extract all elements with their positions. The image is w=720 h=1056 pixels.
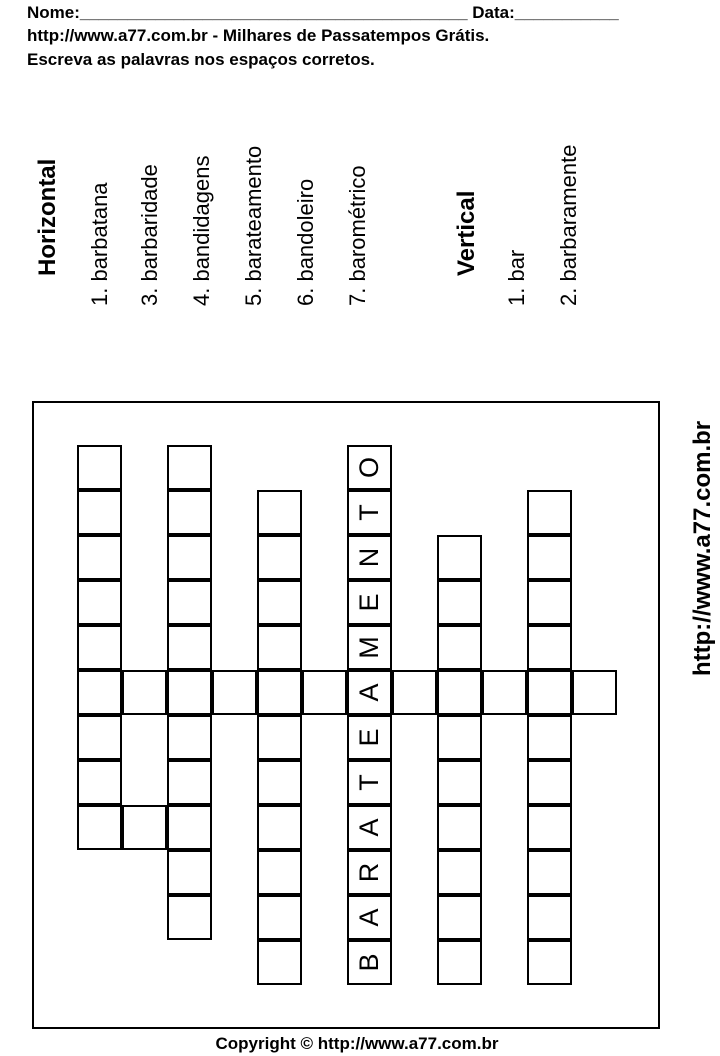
grid-cell[interactable] bbox=[257, 760, 302, 805]
grid-cell[interactable] bbox=[527, 625, 572, 670]
grid-cell[interactable] bbox=[257, 850, 302, 895]
grid-cell[interactable] bbox=[77, 625, 122, 670]
grid-cell[interactable] bbox=[527, 490, 572, 535]
grid-cell[interactable] bbox=[257, 490, 302, 535]
grid-cell[interactable] bbox=[437, 805, 482, 850]
grid-letter: A bbox=[354, 818, 384, 837]
grid-cell[interactable] bbox=[347, 535, 392, 580]
grid-cell[interactable] bbox=[527, 715, 572, 760]
watermark-url: http://www.a77.com.br bbox=[689, 420, 716, 676]
grid-cell[interactable] bbox=[77, 760, 122, 805]
grid-cell[interactable] bbox=[122, 805, 167, 850]
grid-cell[interactable] bbox=[167, 445, 212, 490]
vertical-heading: Vertical bbox=[453, 190, 480, 276]
clue-v2: 2. barbaramente bbox=[556, 144, 581, 306]
grid-cell[interactable] bbox=[77, 535, 122, 580]
grid-cell[interactable] bbox=[392, 670, 437, 715]
grid-cell[interactable] bbox=[437, 940, 482, 985]
grid-cell[interactable] bbox=[257, 535, 302, 580]
grid-cell[interactable] bbox=[167, 490, 212, 535]
grid-cell[interactable] bbox=[347, 625, 392, 670]
grid-cell[interactable] bbox=[212, 670, 257, 715]
grid-cell[interactable] bbox=[527, 760, 572, 805]
grid-cell[interactable] bbox=[347, 490, 392, 535]
grid-cell[interactable] bbox=[167, 535, 212, 580]
grid-cell[interactable] bbox=[257, 805, 302, 850]
grid-cell[interactable] bbox=[347, 850, 392, 895]
grid-cell[interactable] bbox=[122, 670, 167, 715]
grid-cell[interactable] bbox=[437, 715, 482, 760]
grid-letter: A bbox=[354, 683, 384, 702]
grid-cell[interactable] bbox=[167, 715, 212, 760]
grid-cell[interactable] bbox=[347, 445, 392, 490]
grid-letter: T bbox=[354, 504, 384, 521]
grid-letter: M bbox=[354, 636, 384, 659]
grid-cell[interactable] bbox=[527, 805, 572, 850]
name-date-line: Nome:_________________________________________ Data:___________ bbox=[27, 3, 619, 22]
grid-cell[interactable] bbox=[527, 895, 572, 940]
clue-h1: 1. barbatana bbox=[87, 182, 112, 306]
grid-cell[interactable] bbox=[167, 580, 212, 625]
grid-cell[interactable] bbox=[77, 670, 122, 715]
grid-cell[interactable] bbox=[167, 895, 212, 940]
grid-cell[interactable] bbox=[77, 445, 122, 490]
grid-cell[interactable] bbox=[347, 580, 392, 625]
grid-letter: E bbox=[354, 593, 384, 612]
grid-cell[interactable] bbox=[347, 895, 392, 940]
instructions: Escreva as palavras nos espaços corretos. bbox=[27, 50, 375, 69]
grid-letter: T bbox=[354, 774, 384, 791]
grid-cell[interactable] bbox=[77, 580, 122, 625]
grid-cell[interactable] bbox=[527, 850, 572, 895]
grid-cell[interactable] bbox=[167, 760, 212, 805]
grid-cell[interactable] bbox=[257, 940, 302, 985]
horizontal-heading: Horizontal bbox=[34, 158, 61, 276]
clue-h3: 3. barbaridade bbox=[137, 164, 162, 306]
grid-cell[interactable] bbox=[347, 670, 392, 715]
grid-cell[interactable] bbox=[527, 535, 572, 580]
grid-cell[interactable] bbox=[527, 940, 572, 985]
grid-cell[interactable] bbox=[437, 760, 482, 805]
grid-cell[interactable] bbox=[257, 670, 302, 715]
grid-cell[interactable] bbox=[257, 895, 302, 940]
grid-cell[interactable] bbox=[437, 670, 482, 715]
grid-cell[interactable] bbox=[167, 625, 212, 670]
grid-cell[interactable] bbox=[77, 490, 122, 535]
grid-letter: O bbox=[354, 457, 384, 479]
clue-h4: 4. bandidagens bbox=[189, 155, 214, 306]
grid-cell[interactable] bbox=[347, 940, 392, 985]
grid-cell[interactable] bbox=[167, 670, 212, 715]
grid-letter: N bbox=[354, 547, 384, 568]
grid-cell[interactable] bbox=[347, 805, 392, 850]
clue-v1: 1. bar bbox=[504, 249, 529, 306]
grid-cell[interactable] bbox=[77, 805, 122, 850]
grid-cell[interactable] bbox=[437, 895, 482, 940]
grid-letter: R bbox=[354, 862, 384, 883]
grid-letter: E bbox=[354, 728, 384, 747]
site-line: http://www.a77.com.br - Milhares de Passatempos Grátis. bbox=[27, 26, 490, 45]
grid-cell[interactable] bbox=[572, 670, 617, 715]
grid-cell[interactable] bbox=[437, 580, 482, 625]
grid-cell[interactable] bbox=[482, 670, 527, 715]
clue-h7: 7. barométrico bbox=[345, 165, 370, 306]
grid-cell[interactable] bbox=[347, 760, 392, 805]
grid-cell[interactable] bbox=[527, 580, 572, 625]
grid-cell[interactable] bbox=[257, 625, 302, 670]
copyright-footer: Copyright © http://www.a77.com.br bbox=[215, 1034, 499, 1053]
grid-cell[interactable] bbox=[302, 670, 347, 715]
clue-h6: 6. bandoleiro bbox=[293, 178, 318, 306]
grid-cell[interactable] bbox=[257, 715, 302, 760]
clue-h5: 5. barateamento bbox=[241, 145, 266, 306]
grid-cell[interactable] bbox=[167, 850, 212, 895]
grid-cell[interactable] bbox=[167, 805, 212, 850]
grid-cell[interactable] bbox=[347, 715, 392, 760]
grid-cell[interactable] bbox=[437, 850, 482, 895]
grid-letter: B bbox=[354, 953, 384, 972]
grid-cell[interactable] bbox=[437, 625, 482, 670]
grid-letter: A bbox=[354, 908, 384, 927]
grid-cell[interactable] bbox=[257, 580, 302, 625]
grid-cell[interactable] bbox=[437, 535, 482, 580]
grid-cell[interactable] bbox=[527, 670, 572, 715]
grid-cell[interactable] bbox=[77, 715, 122, 760]
